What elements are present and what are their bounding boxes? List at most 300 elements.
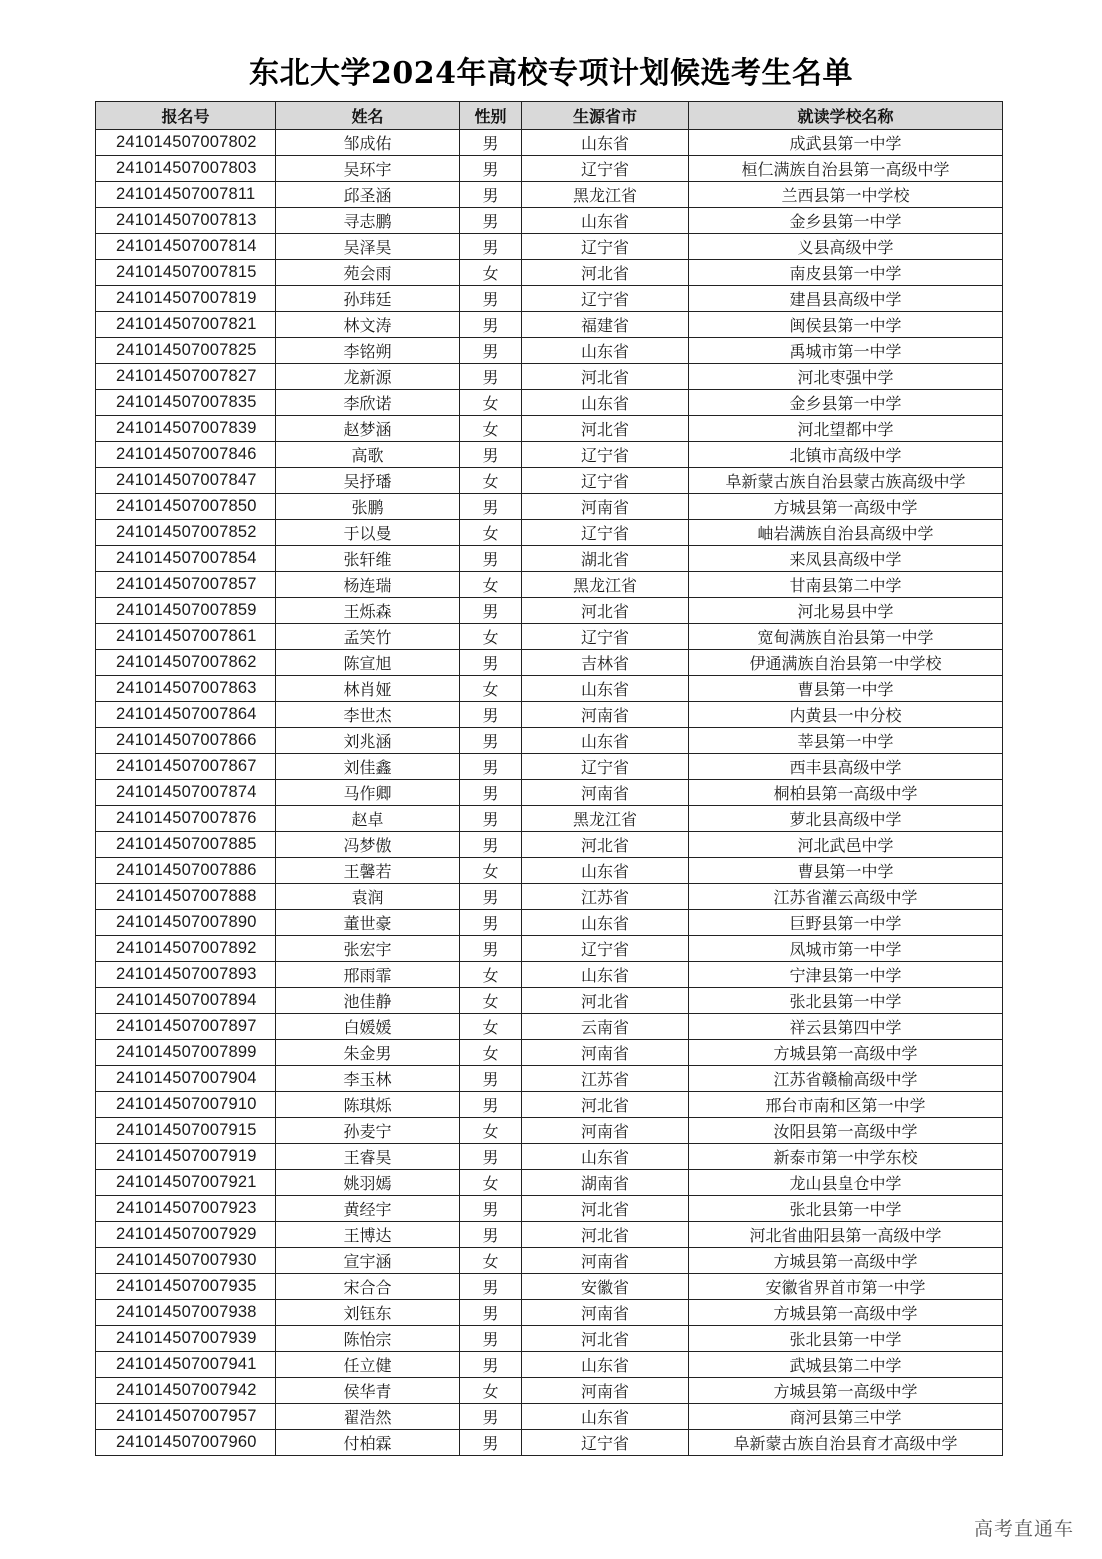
registration-no-cell: 241014507007867	[96, 754, 276, 780]
school-cell: 桓仁满族自治县第一高级中学	[689, 156, 1003, 182]
registration-no-cell: 241014507007874	[96, 780, 276, 806]
province-cell: 河南省	[522, 702, 689, 728]
school-cell: 莘县第一中学	[689, 728, 1003, 754]
gender-cell: 男	[460, 1352, 522, 1378]
school-cell: 张北县第一中学	[689, 988, 1003, 1014]
table-row	[96, 312, 1003, 338]
name-cell: 朱金男	[276, 1040, 460, 1066]
name-cell: 王馨若	[276, 858, 460, 884]
table-row	[96, 1040, 1003, 1066]
registration-no-cell: 241014507007892	[96, 936, 276, 962]
table-row	[96, 1248, 1003, 1274]
table-row	[96, 1170, 1003, 1196]
province-cell: 辽宁省	[522, 936, 689, 962]
registration-no-cell: 241014507007941	[96, 1352, 276, 1378]
school-cell: 龙山县皇仓中学	[689, 1170, 1003, 1196]
table-row	[96, 676, 1003, 702]
registration-no-cell: 241014507007897	[96, 1014, 276, 1040]
registration-no-cell: 241014507007864	[96, 702, 276, 728]
header-name: 姓名	[276, 102, 460, 130]
province-cell: 辽宁省	[522, 286, 689, 312]
school-cell: 宁津县第一中学	[689, 962, 1003, 988]
gender-cell: 女	[460, 1040, 522, 1066]
table-row	[96, 936, 1003, 962]
gender-cell: 男	[460, 1222, 522, 1248]
name-cell: 邹成佑	[276, 130, 460, 156]
province-cell: 河南省	[522, 780, 689, 806]
name-cell: 刘兆涵	[276, 728, 460, 754]
registration-no-cell: 241014507007852	[96, 520, 276, 546]
table-row	[96, 832, 1003, 858]
table-row	[96, 260, 1003, 286]
table-row	[96, 650, 1003, 676]
gender-cell: 男	[460, 1274, 522, 1300]
school-cell: 方城县第一高级中学	[689, 1248, 1003, 1274]
name-cell: 于以曼	[276, 520, 460, 546]
school-cell: 阜新蒙古族自治县育才高级中学	[689, 1430, 1003, 1456]
name-cell: 陈宣旭	[276, 650, 460, 676]
table-row	[96, 546, 1003, 572]
province-cell: 河北省	[522, 364, 689, 390]
province-cell: 福建省	[522, 312, 689, 338]
school-cell: 成武县第一中学	[689, 130, 1003, 156]
registration-no-cell: 241014507007825	[96, 338, 276, 364]
province-cell: 湖南省	[522, 1170, 689, 1196]
registration-no-cell: 241014507007802	[96, 130, 276, 156]
school-cell: 河北省曲阳县第一高级中学	[689, 1222, 1003, 1248]
province-cell: 辽宁省	[522, 234, 689, 260]
school-cell: 阜新蒙古族自治县蒙古族高级中学	[689, 468, 1003, 494]
registration-no-cell: 241014507007819	[96, 286, 276, 312]
name-cell: 翟浩然	[276, 1404, 460, 1430]
header-province: 生源省市	[522, 102, 689, 130]
province-cell: 山东省	[522, 338, 689, 364]
school-cell: 祥云县第四中学	[689, 1014, 1003, 1040]
registration-no-cell: 241014507007885	[96, 832, 276, 858]
registration-no-cell: 241014507007813	[96, 208, 276, 234]
name-cell: 马作卿	[276, 780, 460, 806]
registration-no-cell: 241014507007957	[96, 1404, 276, 1430]
registration-no-cell: 241014507007835	[96, 390, 276, 416]
province-cell: 辽宁省	[522, 754, 689, 780]
province-cell: 河北省	[522, 260, 689, 286]
school-cell: 建昌县高级中学	[689, 286, 1003, 312]
table-row	[96, 1326, 1003, 1352]
header-school: 就读学校名称	[689, 102, 1003, 130]
table-row	[96, 208, 1003, 234]
name-cell: 陈琪烁	[276, 1092, 460, 1118]
gender-cell: 女	[460, 260, 522, 286]
province-cell: 山东省	[522, 130, 689, 156]
table-row	[96, 1274, 1003, 1300]
header-registration-no: 报名号	[96, 102, 276, 130]
school-cell: 巨野县第一中学	[689, 910, 1003, 936]
table-row	[96, 234, 1003, 260]
table-row	[96, 572, 1003, 598]
school-cell: 禹城市第一中学	[689, 338, 1003, 364]
name-cell: 王睿昊	[276, 1144, 460, 1170]
school-cell: 安徽省界首市第一中学	[689, 1274, 1003, 1300]
registration-no-cell: 241014507007850	[96, 494, 276, 520]
gender-cell: 男	[460, 1144, 522, 1170]
table-row	[96, 1378, 1003, 1404]
registration-no-cell: 241014507007960	[96, 1430, 276, 1456]
registration-no-cell: 241014507007910	[96, 1092, 276, 1118]
registration-no-cell: 241014507007859	[96, 598, 276, 624]
school-cell: 桐柏县第一高级中学	[689, 780, 1003, 806]
name-cell: 刘佳鑫	[276, 754, 460, 780]
gender-cell: 男	[460, 442, 522, 468]
gender-cell: 男	[460, 598, 522, 624]
gender-cell: 男	[460, 364, 522, 390]
school-cell: 曹县第一中学	[689, 676, 1003, 702]
name-cell: 侯华青	[276, 1378, 460, 1404]
province-cell: 河南省	[522, 1248, 689, 1274]
gender-cell: 男	[460, 884, 522, 910]
name-cell: 李欣诺	[276, 390, 460, 416]
gender-cell: 女	[460, 468, 522, 494]
province-cell: 河南省	[522, 1300, 689, 1326]
name-cell: 李铭朔	[276, 338, 460, 364]
school-cell: 汝阳县第一高级中学	[689, 1118, 1003, 1144]
province-cell: 河北省	[522, 1092, 689, 1118]
province-cell: 黑龙江省	[522, 806, 689, 832]
province-cell: 山东省	[522, 1404, 689, 1430]
school-cell: 南皮县第一中学	[689, 260, 1003, 286]
registration-no-cell: 241014507007846	[96, 442, 276, 468]
name-cell: 任立健	[276, 1352, 460, 1378]
name-cell: 黄经宇	[276, 1196, 460, 1222]
table-row	[96, 754, 1003, 780]
name-cell: 白媛媛	[276, 1014, 460, 1040]
registration-no-cell: 241014507007862	[96, 650, 276, 676]
registration-no-cell: 241014507007814	[96, 234, 276, 260]
table-row	[96, 1430, 1003, 1456]
registration-no-cell: 241014507007847	[96, 468, 276, 494]
gender-cell: 男	[460, 1092, 522, 1118]
page-title: 东北大学2024年高校专项计划候选考生名单	[249, 56, 853, 91]
gender-cell: 男	[460, 780, 522, 806]
school-cell: 内黄县一中分校	[689, 702, 1003, 728]
gender-cell: 男	[460, 754, 522, 780]
name-cell: 池佳静	[276, 988, 460, 1014]
registration-no-cell: 241014507007894	[96, 988, 276, 1014]
table-row	[96, 442, 1003, 468]
registration-no-cell: 241014507007857	[96, 572, 276, 598]
table-row	[96, 468, 1003, 494]
province-cell: 河南省	[522, 494, 689, 520]
province-cell: 山东省	[522, 858, 689, 884]
gender-cell: 男	[460, 338, 522, 364]
name-cell: 林文涛	[276, 312, 460, 338]
school-cell: 来凤县高级中学	[689, 546, 1003, 572]
name-cell: 付柏霖	[276, 1430, 460, 1456]
table-row	[96, 338, 1003, 364]
gender-cell: 女	[460, 858, 522, 884]
gender-cell: 男	[460, 806, 522, 832]
school-cell: 伊通满族自治县第一中学校	[689, 650, 1003, 676]
name-cell: 王烁森	[276, 598, 460, 624]
province-cell: 河南省	[522, 1118, 689, 1144]
name-cell: 李玉林	[276, 1066, 460, 1092]
table-row	[96, 494, 1003, 520]
gender-cell: 男	[460, 1196, 522, 1222]
gender-cell: 男	[460, 1404, 522, 1430]
name-cell: 孟笑竹	[276, 624, 460, 650]
school-cell: 河北枣强中学	[689, 364, 1003, 390]
gender-cell: 男	[460, 1326, 522, 1352]
gender-cell: 女	[460, 1118, 522, 1144]
table-row	[96, 858, 1003, 884]
gender-cell: 男	[460, 832, 522, 858]
name-cell: 孙麦宁	[276, 1118, 460, 1144]
name-cell: 邢雨霏	[276, 962, 460, 988]
province-cell: 河南省	[522, 1378, 689, 1404]
table-row	[96, 1144, 1003, 1170]
table-row	[96, 598, 1003, 624]
province-cell: 山东省	[522, 208, 689, 234]
school-cell: 闽侯县第一中学	[689, 312, 1003, 338]
candidate-table	[95, 101, 1003, 1456]
registration-no-cell: 241014507007893	[96, 962, 276, 988]
province-cell: 山东省	[522, 910, 689, 936]
school-cell: 新泰市第一中学东校	[689, 1144, 1003, 1170]
table-row	[96, 1118, 1003, 1144]
registration-no-cell: 241014507007890	[96, 910, 276, 936]
school-cell: 张北县第一中学	[689, 1326, 1003, 1352]
school-cell: 曹县第一中学	[689, 858, 1003, 884]
school-cell: 方城县第一高级中学	[689, 1040, 1003, 1066]
province-cell: 山东省	[522, 1144, 689, 1170]
gender-cell: 女	[460, 1014, 522, 1040]
gender-cell: 男	[460, 286, 522, 312]
province-cell: 河北省	[522, 1326, 689, 1352]
school-cell: 义县高级中学	[689, 234, 1003, 260]
table-row	[96, 806, 1003, 832]
gender-cell: 女	[460, 962, 522, 988]
gender-cell: 男	[460, 130, 522, 156]
name-cell: 孙玮廷	[276, 286, 460, 312]
province-cell: 河北省	[522, 416, 689, 442]
registration-no-cell: 241014507007854	[96, 546, 276, 572]
province-cell: 河北省	[522, 598, 689, 624]
gender-cell: 男	[460, 1300, 522, 1326]
province-cell: 黑龙江省	[522, 182, 689, 208]
province-cell: 辽宁省	[522, 520, 689, 546]
province-cell: 辽宁省	[522, 624, 689, 650]
registration-no-cell: 241014507007939	[96, 1326, 276, 1352]
table-header	[96, 102, 1003, 130]
name-cell: 张鹏	[276, 494, 460, 520]
registration-no-cell: 241014507007876	[96, 806, 276, 832]
gender-cell: 男	[460, 936, 522, 962]
registration-no-cell: 241014507007899	[96, 1040, 276, 1066]
table-row	[96, 962, 1003, 988]
province-cell: 江苏省	[522, 1066, 689, 1092]
school-cell: 金乡县第一中学	[689, 208, 1003, 234]
table-row	[96, 988, 1003, 1014]
table-row	[96, 702, 1003, 728]
province-cell: 河南省	[522, 1040, 689, 1066]
registration-no-cell: 241014507007839	[96, 416, 276, 442]
gender-cell: 男	[460, 156, 522, 182]
province-cell: 湖北省	[522, 546, 689, 572]
province-cell: 河北省	[522, 1222, 689, 1248]
name-cell: 林肖娅	[276, 676, 460, 702]
table-body	[96, 130, 1003, 1456]
table-row	[96, 1092, 1003, 1118]
gender-cell: 男	[460, 182, 522, 208]
gender-cell: 男	[460, 1066, 522, 1092]
province-cell: 河北省	[522, 832, 689, 858]
school-cell: 凤城市第一中学	[689, 936, 1003, 962]
table-row	[96, 286, 1003, 312]
registration-no-cell: 241014507007942	[96, 1378, 276, 1404]
school-cell: 江苏省灌云高级中学	[689, 884, 1003, 910]
registration-no-cell: 241014507007935	[96, 1274, 276, 1300]
name-cell: 杨连瑞	[276, 572, 460, 598]
table-row	[96, 1066, 1003, 1092]
gender-cell: 男	[460, 208, 522, 234]
gender-cell: 男	[460, 312, 522, 338]
province-cell: 安徽省	[522, 1274, 689, 1300]
school-cell: 宽甸满族自治县第一中学	[689, 624, 1003, 650]
table-row	[96, 780, 1003, 806]
school-cell: 方城县第一高级中学	[689, 1378, 1003, 1404]
province-cell: 河北省	[522, 988, 689, 1014]
province-cell: 山东省	[522, 390, 689, 416]
gender-cell: 男	[460, 1430, 522, 1456]
gender-cell: 女	[460, 988, 522, 1014]
province-cell: 辽宁省	[522, 442, 689, 468]
name-cell: 吴泽昊	[276, 234, 460, 260]
name-cell: 赵卓	[276, 806, 460, 832]
name-cell: 姚羽嫣	[276, 1170, 460, 1196]
watermark-text: 高考直通车	[973, 1518, 1074, 1540]
table-row	[96, 1404, 1003, 1430]
table-row	[96, 1352, 1003, 1378]
name-cell: 宣宇涵	[276, 1248, 460, 1274]
name-cell: 苑会雨	[276, 260, 460, 286]
province-cell: 辽宁省	[522, 1430, 689, 1456]
name-cell: 王博达	[276, 1222, 460, 1248]
registration-no-cell: 241014507007938	[96, 1300, 276, 1326]
header-row	[96, 102, 1003, 130]
table-row	[96, 416, 1003, 442]
gender-cell: 女	[460, 676, 522, 702]
name-cell: 董世豪	[276, 910, 460, 936]
school-cell: 岫岩满族自治县高级中学	[689, 520, 1003, 546]
gender-cell: 男	[460, 546, 522, 572]
table-row	[96, 364, 1003, 390]
province-cell: 山东省	[522, 962, 689, 988]
name-cell: 冯梦傲	[276, 832, 460, 858]
table-row	[96, 156, 1003, 182]
school-cell: 甘南县第二中学	[689, 572, 1003, 598]
gender-cell: 女	[460, 1170, 522, 1196]
school-cell: 商河县第三中学	[689, 1404, 1003, 1430]
registration-no-cell: 241014507007930	[96, 1248, 276, 1274]
table-row	[96, 1300, 1003, 1326]
registration-no-cell: 241014507007904	[96, 1066, 276, 1092]
registration-no-cell: 241014507007929	[96, 1222, 276, 1248]
province-cell: 云南省	[522, 1014, 689, 1040]
registration-no-cell: 241014507007803	[96, 156, 276, 182]
registration-no-cell: 241014507007821	[96, 312, 276, 338]
gender-cell: 女	[460, 624, 522, 650]
registration-no-cell: 241014507007915	[96, 1118, 276, 1144]
name-cell: 张宏宇	[276, 936, 460, 962]
gender-cell: 女	[460, 390, 522, 416]
gender-cell: 男	[460, 234, 522, 260]
school-cell: 金乡县第一中学	[689, 390, 1003, 416]
province-cell: 辽宁省	[522, 156, 689, 182]
province-cell: 山东省	[522, 676, 689, 702]
gender-cell: 男	[460, 494, 522, 520]
table-row	[96, 910, 1003, 936]
name-cell: 宋合合	[276, 1274, 460, 1300]
province-cell: 山东省	[522, 728, 689, 754]
school-cell: 武城县第二中学	[689, 1352, 1003, 1378]
province-cell: 吉林省	[522, 650, 689, 676]
name-cell: 高歌	[276, 442, 460, 468]
table-row	[96, 728, 1003, 754]
registration-no-cell: 241014507007815	[96, 260, 276, 286]
table-row	[96, 1196, 1003, 1222]
province-cell: 河北省	[522, 1196, 689, 1222]
gender-cell: 女	[460, 1248, 522, 1274]
school-cell: 兰西县第一中学校	[689, 182, 1003, 208]
gender-cell: 女	[460, 572, 522, 598]
school-cell: 河北望都中学	[689, 416, 1003, 442]
name-cell: 赵梦涵	[276, 416, 460, 442]
school-cell: 萝北县高级中学	[689, 806, 1003, 832]
table-row	[96, 884, 1003, 910]
table-row	[96, 130, 1003, 156]
table-row	[96, 1014, 1003, 1040]
table-row	[96, 1222, 1003, 1248]
registration-no-cell: 241014507007866	[96, 728, 276, 754]
name-cell: 吴抒璠	[276, 468, 460, 494]
table-row	[96, 624, 1003, 650]
table-row	[96, 182, 1003, 208]
school-cell: 河北易县中学	[689, 598, 1003, 624]
registration-no-cell: 241014507007886	[96, 858, 276, 884]
header-gender: 性别	[460, 102, 522, 130]
gender-cell: 男	[460, 728, 522, 754]
name-cell: 寻志鹏	[276, 208, 460, 234]
province-cell: 黑龙江省	[522, 572, 689, 598]
table-row	[96, 520, 1003, 546]
gender-cell: 男	[460, 910, 522, 936]
registration-no-cell: 241014507007861	[96, 624, 276, 650]
name-cell: 龙新源	[276, 364, 460, 390]
gender-cell: 女	[460, 416, 522, 442]
gender-cell: 男	[460, 650, 522, 676]
registration-no-cell: 241014507007919	[96, 1144, 276, 1170]
name-cell: 张轩维	[276, 546, 460, 572]
gender-cell: 女	[460, 520, 522, 546]
school-cell: 方城县第一高级中学	[689, 1300, 1003, 1326]
name-cell: 陈怡宗	[276, 1326, 460, 1352]
registration-no-cell: 241014507007923	[96, 1196, 276, 1222]
province-cell: 江苏省	[522, 884, 689, 910]
table-row	[96, 390, 1003, 416]
registration-no-cell: 241014507007921	[96, 1170, 276, 1196]
name-cell: 吴环宇	[276, 156, 460, 182]
school-cell: 张北县第一中学	[689, 1196, 1003, 1222]
name-cell: 李世杰	[276, 702, 460, 728]
